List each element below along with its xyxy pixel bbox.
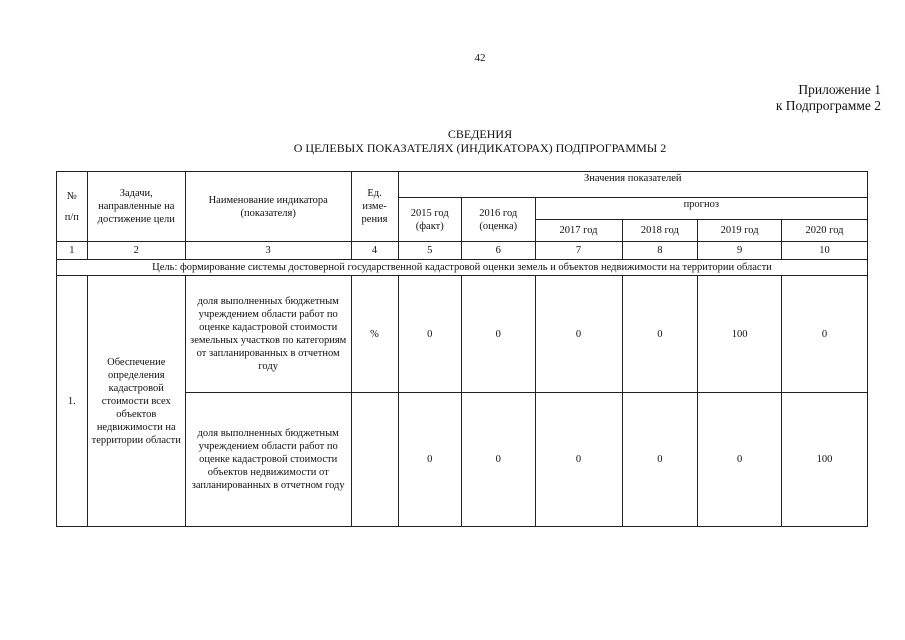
value-2016: 0 bbox=[461, 393, 535, 527]
header-2015-line-2: (факт) bbox=[415, 220, 444, 232]
column-number: 10 bbox=[782, 242, 868, 260]
header-num bbox=[57, 172, 88, 242]
header-tasks: Задачи, направленные на достижение цели bbox=[87, 172, 185, 242]
value-2020: 0 bbox=[782, 276, 868, 393]
header-unit: Ед. изме-рения bbox=[351, 172, 398, 242]
indicators-table bbox=[56, 171, 868, 527]
page-number: 42 bbox=[474, 52, 486, 64]
value-2018: 0 bbox=[622, 276, 698, 393]
value-2017: 0 bbox=[535, 276, 622, 393]
header-num-line-1: № bbox=[66, 190, 77, 202]
indicator-unit bbox=[351, 393, 398, 527]
header-2018: 2018 год bbox=[622, 220, 698, 242]
header-indicator: Наименование индикатора (показателя) bbox=[185, 172, 351, 242]
appendix-line-1: Приложение 1 bbox=[798, 82, 881, 97]
indicator-unit: % bbox=[351, 276, 398, 393]
header-values: Значения показателей bbox=[398, 172, 867, 198]
column-number: 6 bbox=[461, 242, 535, 260]
value-2015: 0 bbox=[398, 276, 461, 393]
header-2016 bbox=[461, 198, 535, 242]
appendix-line-2: к Подпрограмме 2 bbox=[775, 98, 881, 113]
header-2020: 2020 год bbox=[782, 220, 868, 242]
value-2019: 100 bbox=[698, 276, 782, 393]
header-num-line-2: п/п bbox=[64, 211, 79, 223]
header-2019: 2019 год bbox=[698, 220, 782, 242]
header-2016-line-1: 2016 год bbox=[479, 207, 518, 219]
column-number: 3 bbox=[185, 242, 351, 260]
column-number: 9 bbox=[698, 242, 782, 260]
indicator-name: доля выполненных бюджетным учреждением области работ по оценке кадастровой стоимости земельных участков по категориям от запланированных в отчетном году bbox=[185, 276, 351, 393]
column-number: 2 bbox=[87, 242, 185, 260]
title-line-2: О ЦЕЛЕВЫХ ПОКАЗАТЕЛЯХ (ИНДИКАТОРАХ) ПОДПРОГРАММЫ 2 bbox=[293, 141, 667, 155]
header-2017: 2017 год bbox=[535, 220, 622, 242]
header-2015 bbox=[398, 198, 461, 242]
value-2015: 0 bbox=[398, 393, 461, 527]
title-line-1: СВЕДЕНИЯ bbox=[447, 127, 513, 141]
appendix-heading bbox=[776, 82, 881, 114]
column-number: 8 bbox=[622, 242, 698, 260]
value-2018: 0 bbox=[622, 393, 698, 527]
column-number: 5 bbox=[398, 242, 461, 260]
column-number: 4 bbox=[351, 242, 398, 260]
header-2015-line-1: 2015 год bbox=[410, 207, 449, 219]
column-number: 7 bbox=[535, 242, 622, 260]
goal-text: Цель: формирование системы достоверной государственной кадастровой оценки земель и объектов недвижимости на территории области bbox=[57, 260, 868, 276]
column-numbers-row bbox=[57, 242, 868, 260]
indicator-name: доля выполненных бюджетным учреждением области работ по оценке кадастровой стоимости объектов недвижимости от запланированных в отчетном году bbox=[185, 393, 351, 527]
value-2017: 0 bbox=[535, 393, 622, 527]
goal-row bbox=[57, 260, 868, 276]
row-number: 1. bbox=[57, 276, 88, 527]
value-2016: 0 bbox=[461, 276, 535, 393]
table-row bbox=[57, 276, 868, 393]
value-2020: 100 bbox=[782, 393, 868, 527]
document-title bbox=[0, 127, 905, 155]
task-text: Обеспечение определения кадастровой стоимости всех объектов недвижимости на территории области bbox=[87, 276, 185, 527]
header-forecast: прогноз bbox=[535, 198, 867, 220]
value-2019: 0 bbox=[698, 393, 782, 527]
column-number: 1 bbox=[57, 242, 88, 260]
header-2016-line-2: (оценка) bbox=[479, 220, 518, 232]
